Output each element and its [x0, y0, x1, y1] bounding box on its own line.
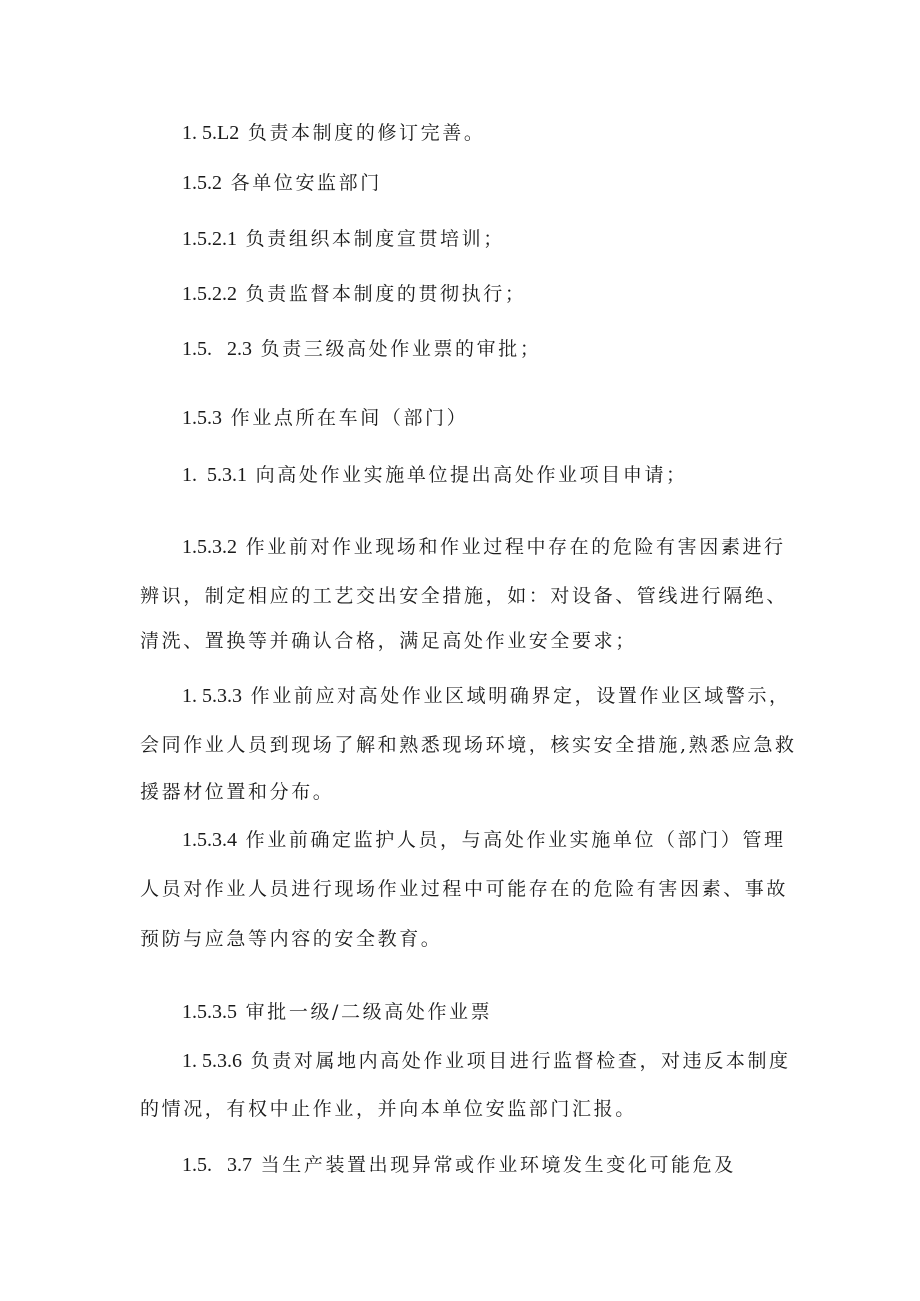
paragraph-1-5-3-3-line-3: [140, 783, 334, 802]
clause-text: 向高处作业实施单位提出高处作业项目申请；: [255, 464, 688, 486]
paragraph-1-5-2: [182, 173, 382, 193]
paragraph-1-5-3-6-line-2: [140, 1100, 637, 1119]
clause-text: 会同作业人员到现场了解和熟悉现场环境，核实安全措施,熟悉应急救: [140, 734, 797, 756]
clause-text: 作业前应对高处作业区域明确界定，设置作业区域警示，: [250, 685, 791, 707]
paragraph-1-5-3-2-line-1: [182, 537, 786, 557]
clause-text: 负责对属地内高处作业项目进行监督检查，对违反本制度: [250, 1050, 791, 1072]
clause-text: 人员对作业人员进行现场作业过程中可能存在的危险有害因素、事故: [140, 878, 789, 900]
clause-number: 1.5.2.2: [182, 283, 237, 305]
clause-number: 1. 5.3.6: [182, 1050, 242, 1072]
paragraph-1-5-2-1: [182, 229, 505, 249]
paragraph-1-5-3-3-line-2: [140, 736, 797, 755]
clause-number: 1. 5.3.1: [182, 464, 247, 486]
clause-number: 1.5. 3.7: [182, 1154, 252, 1176]
paragraph-1-5-3-6-line-1: [182, 1051, 791, 1071]
paragraph-1-5-3-2-line-2: [140, 587, 788, 606]
clause-number: 1.5.2.1: [182, 228, 237, 250]
clause-text: 清洗、置换等并确认合格，满足高处作业安全要求；: [140, 630, 637, 652]
clause-number: 1.5.3: [182, 407, 222, 429]
paragraph-1-5-1-2: [182, 123, 485, 143]
paragraph-1-5-3-3-line-1: [182, 686, 791, 706]
clause-number: 1. 5.3.3: [182, 685, 242, 707]
paragraph-1-5-3-1: [182, 465, 688, 485]
clause-text: 援器材位置和分布。: [140, 781, 335, 803]
clause-text: 作业前对作业现场和作业过程中存在的危险有害因素进行: [245, 536, 786, 558]
clause-text: 作业点所在车间（部门）: [230, 407, 469, 429]
clause-number: 1. 5.L2: [182, 122, 240, 144]
clause-number: 1.5.3.4: [182, 829, 237, 851]
clause-text: 各单位安监部门: [230, 172, 382, 194]
paragraph-1-5-2-3: [182, 339, 541, 359]
clause-number: 1.5.2: [182, 172, 222, 194]
paragraph-1-5-3-4-line-1: [182, 830, 786, 850]
clause-number: 1.5.3.2: [182, 536, 237, 558]
paragraph-1-5-3-4-line-2: [140, 880, 788, 899]
paragraph-1-5-3-5: [182, 1002, 492, 1022]
clause-text: 负责组织本制度宣贯培训；: [245, 228, 505, 250]
paragraph-1-5-3-2-line-3: [140, 632, 637, 651]
clause-text: 负责三级高处作业票的审批；: [260, 338, 542, 360]
clause-text: 作业前确定监护人员，与高处作业实施单位（部门）管理: [245, 829, 786, 851]
clause-text: 辨识，制定相应的工艺交出安全措施，如：对设备、管线进行隔绝、: [140, 585, 789, 607]
clause-number: 1.5. 2.3: [182, 338, 252, 360]
clause-number: 1.5.3.5: [182, 1001, 237, 1023]
paragraph-1-5-3: [182, 408, 468, 428]
paragraph-1-5-2-2: [182, 284, 526, 304]
paragraph-1-5-3-7: [182, 1155, 736, 1175]
paragraph-1-5-3-4-line-3: [140, 930, 442, 949]
clause-text: 审批一级/二级高处作业票: [245, 1001, 493, 1023]
clause-text: 预防与应急等内容的安全教育。: [140, 928, 443, 950]
clause-text: 负责监督本制度的贯彻执行；: [245, 283, 527, 305]
clause-text: 负责本制度的修订完善。: [247, 122, 486, 144]
clause-text: 的情况，有权中止作业，并向本单位安监部门汇报。: [140, 1098, 637, 1120]
clause-text: 当生产装置出现异常或作业环境发生变化可能危及: [260, 1154, 736, 1176]
